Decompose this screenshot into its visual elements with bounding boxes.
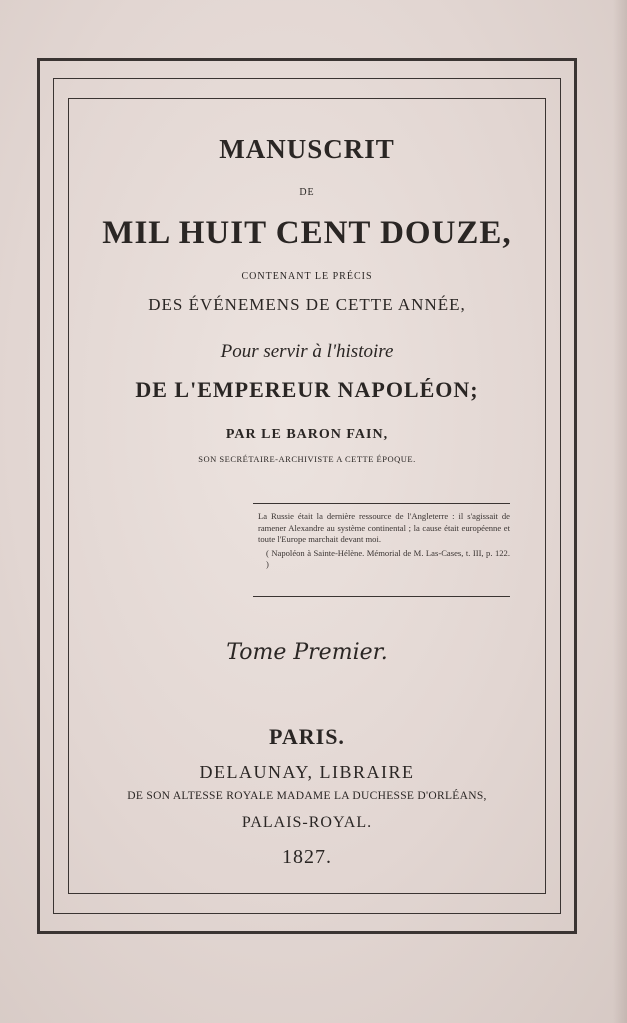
imprint-city: PARIS.: [269, 724, 345, 749]
page-edge-shadow: [613, 0, 627, 1023]
subtitle-empereur: DE L'EMPEREUR NAPOLÉON;: [135, 377, 479, 402]
title-connector: DE: [299, 187, 315, 198]
subtitle-evenemens: DES ÉVÉNEMENS DE CETTE ANNÉE,: [148, 295, 466, 314]
title-year-line: MIL HUIT CENT DOUZE,: [102, 215, 512, 251]
epigraph-text: La Russie était la dernière ressource de l'Angleterre : il s'agissait de ramener Alexandre au système continental ; la cause était européenne et toute l'Europe marchait devant moi.: [258, 511, 510, 544]
author-line: PAR LE BARON FAIN,: [225, 427, 389, 442]
imprint-address: PALAIS-ROYAL.: [241, 814, 373, 831]
book-title: MANUSCRIT: [219, 134, 395, 164]
subtitle-pour-servir: Pour servir à l'histoire: [220, 341, 394, 362]
imprint-patron: DE SON ALTESSE ROYALE MADAME LA DUCHESSE D'ORLÉANS,: [127, 790, 487, 802]
epigraph-top-rule: [253, 503, 510, 504]
imprint-year: 1827.: [282, 846, 332, 868]
epigraph-citation: ( Napoléon à Sainte-Hélène. Mémorial de M. Las-Cases, t. III, p. 122. ): [266, 547, 510, 569]
imprint-publisher: DELAUNAY, LIBRAIRE: [199, 762, 415, 782]
volume-label: Tome Premier.: [226, 640, 388, 665]
epigraph-bottom-rule: [253, 596, 510, 597]
author-role: SON SECRÉTAIRE-ARCHIVISTE A CETTE ÉPOQUE.: [198, 454, 416, 464]
epigraph: [258, 511, 510, 571]
subtitle-contenant: CONTENANT LE PRÉCIS: [241, 271, 373, 282]
